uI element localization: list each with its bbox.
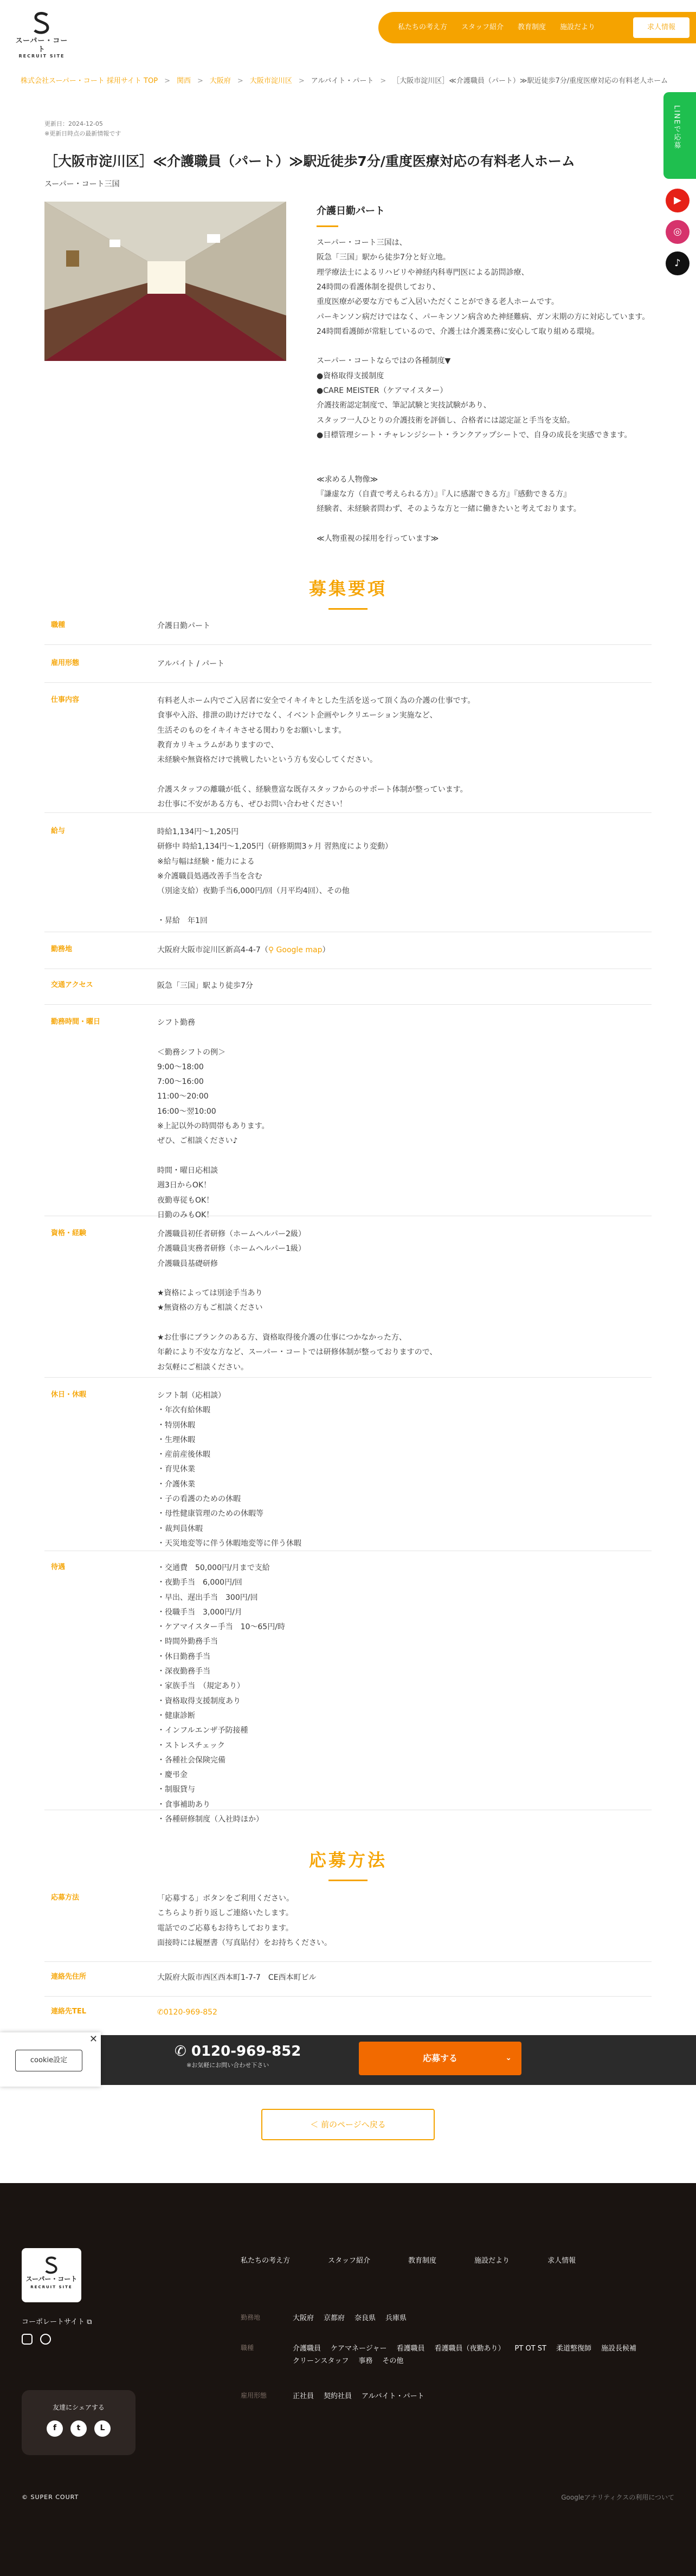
row-value: シフト勤務 ＜勤務シフトの例＞ 9:00〜18:00 7:00〜16:00 11:00〜20:00 16:00〜翌10:00 ※上記以外の時間帯もあります。 ぜひ、ご相談ください♪ 時間・曜日応相談 週3日からOK！ 夜勤専従もOK！ 日勤のみもOK！ (157, 1018, 269, 1219)
footer-nav-facility-news[interactable]: 施設だより (474, 2257, 510, 2265)
address-text: 大阪府大阪市淀川区新高4-4-7 (157, 946, 261, 954)
footer-link[interactable]: 事務 (358, 2357, 373, 2366)
logo-mark-icon (31, 11, 53, 36)
footer-link[interactable]: 看護職員 (396, 2345, 425, 2353)
logo-subtext: RECRUIT SITE (18, 54, 65, 59)
breadcrumb: 株式会社スーパー・コート 採用サイト TOP > 関西 > 大阪府 > 大阪市淀川区 > アルバイト・パート > ［大阪市淀川区］≪介護職員（パート）≫駅近徒歩7分/重度医療対応の有料老人ホーム (21, 75, 674, 87)
footer-link[interactable]: 奈良県 (355, 2314, 376, 2322)
apply-label: 応募する (422, 2052, 457, 2063)
job-intro (317, 202, 653, 546)
updated-date: 更新日：2024-12-05 (44, 120, 103, 127)
instagram-icon[interactable] (22, 2334, 33, 2345)
nav-facility-news[interactable]: 施設だより (560, 23, 596, 32)
row-value (157, 2005, 645, 2020)
store-name: スーパー・コート三国 (44, 180, 120, 189)
map-pin-icon: ⚲ (268, 946, 274, 954)
row-value: 時給1,134円〜1,205円 研修中 時給1,134円〜1,205円（研修期間3ヶ月 習熟度により変動） ※給与幅は経験・能力による ※介護職員処遇改善手当を含む （別途支給）夜勤手当6,000円/回（月平均4回）、その他 ・昇給 年1回 (157, 828, 392, 925)
footer-link[interactable]: PT OT ST (514, 2345, 546, 2353)
footer-logo-text: スーパー・コート (25, 2275, 78, 2283)
footer-logo-subtext: RECRUIT SITE (30, 2284, 73, 2289)
footer-link[interactable]: 大阪府 (293, 2314, 314, 2322)
facebook-share-icon[interactable]: f (47, 2420, 63, 2437)
footer-nav-job-info[interactable]: 求人情報 (547, 2257, 576, 2265)
row-label: 雇用形態 (51, 659, 80, 667)
footer-link[interactable]: 介護職員 (293, 2345, 321, 2353)
row-label: 職種 (51, 621, 66, 629)
site-footer (0, 2183, 696, 2576)
cta-phone[interactable] (175, 2043, 301, 2071)
corridor-image (44, 202, 286, 361)
table-row (44, 657, 652, 683)
row-label: 給与 (51, 827, 66, 835)
breadcrumb-top[interactable]: 株式会社スーパー・コート 採用サイト TOP (21, 77, 158, 85)
footer-logo[interactable] (22, 2248, 81, 2302)
analytics-policy-link[interactable]: Googleアナリティクスの利用について (561, 2494, 674, 2501)
nav-education[interactable]: 教育制度 (518, 23, 546, 32)
row-value: 大阪府大阪市西区西本町1-7-7 CE西本町ビル (157, 1973, 317, 1982)
table-row (44, 619, 652, 645)
chevron-down-icon: ⌄ (505, 2054, 512, 2063)
updated-note: ※更新日時点の最新情報です (44, 130, 121, 137)
line-share-icon[interactable]: L (94, 2420, 111, 2437)
row-value: シフト制（応相談） ・年次有給休暇 ・特別休暇 ・生理休暇 ・産前産後休暇 ・育児休業 ・介護休業 ・子の看護のための休暇 ・母性健康管理のための休暇等 ・裁判員休暇 ・天災地変等に伴う休暇地変等に伴う休暇 (157, 1391, 301, 1548)
row-label: 仕事内容 (51, 696, 80, 704)
row-value: 阪急「三国」駅より徒歩7分 (157, 982, 253, 990)
close-icon[interactable]: ✕ (89, 2033, 98, 2045)
facebook-icon[interactable] (40, 2334, 51, 2345)
footer-link[interactable]: 看護職員（夜勤あり） (434, 2345, 505, 2353)
twitter-share-icon[interactable]: t (70, 2420, 87, 2437)
row-label: 連絡先TEL (51, 2007, 87, 2016)
facility-photo (44, 202, 286, 361)
table-row (44, 825, 652, 932)
share-label: 友達にシェアする (53, 2404, 105, 2411)
intro-body: スーパー・コート三国は、 阪急「三国」駅から徒歩7分と好立地。 理学療法士によるリハビリや神経内科専門医による訪問診療、 24時間の看護体制を提供しており、 重度医療が必要な方でもご入居いただくことができる老人ホームです。 パーキンソン病だけではなく、パーキンソン病含めた神経難病、ガン末期の方に対応しています。 24時間看護師が常駐しているので、介護士は介護業務に安心して取り組める環境。 スーパー・コートならではの各種制度▼ ●資格取得支援制度 ●CARE MEISTER（ケアマイスター） 介護技術認定制度で、筆記試験と実技試験があり、 スタッフ一人ひとりの介護技術を評価し、合格者には認定証と手当を支給。 ●目標管理シート・チャレンジシート・ランクアップシートで、自身の成長を実感できます。 ≪求める人物像≫ 『謙虚な方（自責で考えられる方）』『人に感謝できる方』『感動できる方』 経験者、未経験者問わず、そのような方と一緒に働きたいと考えております。 ≪人物重視の採用を行っています≫ (317, 238, 650, 544)
share-box (22, 2390, 136, 2455)
recruit-section-title: 募集要項 (0, 573, 696, 610)
back-button[interactable]: ＜ 前のページへ戻る (261, 2109, 435, 2140)
row-value: 有料老人ホーム内でご入居者に安全でイキイキとした生活を送って頂く為の介護の仕事です。 食事や入浴、排泄の助けだけでなく、イベント企画やレクリエーション実施など、 生活そのものをイキイキさせる関わりをお願いします。 教育カリキュラムがありますので、 未経験や無資格だけで挑戦したいという方も安心してください。 介護スタッフの離職が低く、経験豊富な既存スタッフからのサポート体制が整っています。 お仕事に不安がある方も、ぜひお問い合わせください！ (157, 696, 475, 809)
row-label: 資格・経験 (51, 1229, 87, 1237)
global-nav (378, 12, 696, 43)
table-row (44, 1971, 652, 1997)
breadcrumb-current: ［大阪市淀川区］≪介護職員（パート）≫駅近徒歩7分/重度医療対応の有料老人ホーム (392, 77, 668, 85)
row-label: 待遇 (51, 1563, 66, 1571)
logo-mark-icon (43, 2256, 60, 2275)
logo-text: スーパー・コート (15, 37, 68, 54)
cookie-settings-button[interactable]: cookie設定 (15, 2050, 82, 2071)
table-row (44, 1891, 652, 1962)
table-row (44, 1016, 652, 1219)
copyright: © SUPER COURT (22, 2494, 79, 2501)
row-value: 「応募する」ボタンをご利用ください。 こちらより折り返しご連絡いたします。 電話でのご応募もお待ちしております。 面接時には履歴書（写真貼付）をお持ちください。 (157, 1894, 332, 1947)
row-label: 勤務時間・曜日 (51, 1018, 101, 1026)
footer-nav-education[interactable]: 教育制度 (408, 2257, 437, 2265)
footer-nav (241, 2255, 614, 2267)
footer-link[interactable]: ケアマネージャー (331, 2345, 387, 2353)
apply-section-title: 応募方法 (0, 1845, 696, 1881)
contact-tel-link[interactable]: 0120-969-852 (163, 2008, 217, 2017)
corporate-site-link[interactable] (22, 2316, 92, 2328)
footer-link[interactable]: 京都府 (324, 2314, 345, 2322)
breadcrumb-osaka[interactable]: 大阪府 (209, 77, 231, 85)
breadcrumb-parttime: アルバイト・パート (311, 77, 374, 85)
cta-phone-note: ※お気軽にお問い合わせ下さい (186, 2062, 269, 2069)
footer-link[interactable]: その他 (382, 2357, 404, 2366)
corporate-site-label: コーポレートサイト (22, 2318, 85, 2326)
tiktok-icon[interactable]: ♪ (666, 251, 689, 275)
page-title: ［大阪市淀川区］≪介護職員（パート）≫駅近徒歩7分/重度医療対応の有料老人ホーム (44, 153, 575, 169)
table-row (44, 943, 652, 969)
group-heading: 雇用形態 (241, 2392, 267, 2399)
intro-heading: 介護日勤パート (317, 202, 653, 227)
cta-bar (0, 2035, 696, 2085)
footer-link[interactable]: 兵庫県 (385, 2314, 407, 2322)
nav-philosophy[interactable]: 私たちの考え方 (398, 23, 448, 32)
table-row (44, 2005, 652, 2027)
footer-nav-philosophy[interactable]: 私たちの考え方 (241, 2257, 291, 2265)
table-row (44, 1389, 652, 1551)
footer-link[interactable]: 正社員 (293, 2392, 314, 2400)
nav-job-info-button[interactable]: 求人情報 (633, 17, 689, 38)
footer-link[interactable]: 契約社員 (324, 2392, 352, 2400)
row-value: 大阪府大阪市淀川区新高4-4-7（⚲ Google map） (157, 946, 330, 954)
site-header (0, 0, 696, 65)
row-label: 交通アクセス (51, 981, 93, 989)
row-label: 連絡先住所 (51, 1973, 87, 1981)
line-apply-tab[interactable] (663, 92, 696, 179)
row-label: 休日・休暇 (51, 1391, 87, 1399)
row-label: 応募方法 (51, 1894, 80, 1902)
group-heading: 勤務地 (241, 2314, 261, 2321)
footer-link[interactable]: クリーンスタッフ (293, 2357, 349, 2366)
table-row (44, 1227, 652, 1378)
youtube-icon[interactable]: ▶ (666, 189, 689, 212)
cookie-panel (0, 2032, 101, 2087)
table-row (44, 1561, 652, 1824)
footer-link[interactable]: 施設長候補 (601, 2345, 636, 2353)
row-value: 介護日勤パート (157, 622, 210, 630)
table-row (44, 979, 652, 1005)
phone-icon: ✆ (175, 2043, 186, 2059)
footer-link[interactable]: 柔道整復師 (556, 2345, 591, 2353)
group-heading: 職種 (241, 2344, 254, 2352)
footer-link[interactable]: アルバイト・パート (362, 2392, 424, 2400)
row-value: ・交通費 50,000円/月まで支給 ・夜勤手当 6,000円/回 ・早出、遅出手当 300円/回 ・役職手当 3,000円/月 ・ケアマイスター手当 10〜65円/時 ・時間外勤務手当 ・休日勤務手当 ・深夜勤務手当 ・家族手当 （規定あり） ・資格取得支援制度あり ・健康診断 ・インフルエンザ予防接種 ・ストレスチェック ・各種社会保険完備 ・慶弔金 ・制服貸与 ・食事補助あり ・各種研修制度（入社時ほか） (157, 1564, 285, 1824)
table-row (44, 694, 652, 813)
cta-phone-number: 0120-969-852 (191, 2043, 301, 2059)
breadcrumb-yodogawa[interactable]: 大阪市淀川区 (249, 77, 292, 85)
line-apply-label: LINEで応募 (672, 105, 681, 150)
row-label: 勤務地 (51, 945, 73, 953)
footer-social (22, 2334, 51, 2345)
row-value: アルバイト / パート (157, 660, 225, 668)
post-meta (44, 119, 121, 138)
row-value: 介護職員初任者研修（ホームヘルパー2級） 介護職員実務者研修（ホームヘルパー1級） 介護職員基礎研修 ★資格によっては別途手当あり ★無資格の方もご相談ください ★お仕事にブランクのある方、資格取得後介護の仕事につかなかった方、 年齢により不安な方など、スーパー・コートでは研修体制が整っておりますので、 お気軽にご相談ください。 (157, 1230, 437, 1372)
external-link-icon: ⧉ (87, 2318, 92, 2326)
phone-icon: ✆ (157, 2008, 164, 2017)
google-map-link[interactable]: Google map (276, 946, 323, 954)
apply-button[interactable] (359, 2042, 521, 2075)
footer-nav-staff[interactable]: スタッフ紹介 (328, 2257, 371, 2265)
breadcrumb-kansai[interactable]: 関西 (176, 77, 191, 85)
instagram-icon[interactable]: ◎ (666, 220, 689, 244)
site-logo[interactable] (12, 11, 72, 59)
nav-staff[interactable]: スタッフ紹介 (461, 23, 504, 32)
